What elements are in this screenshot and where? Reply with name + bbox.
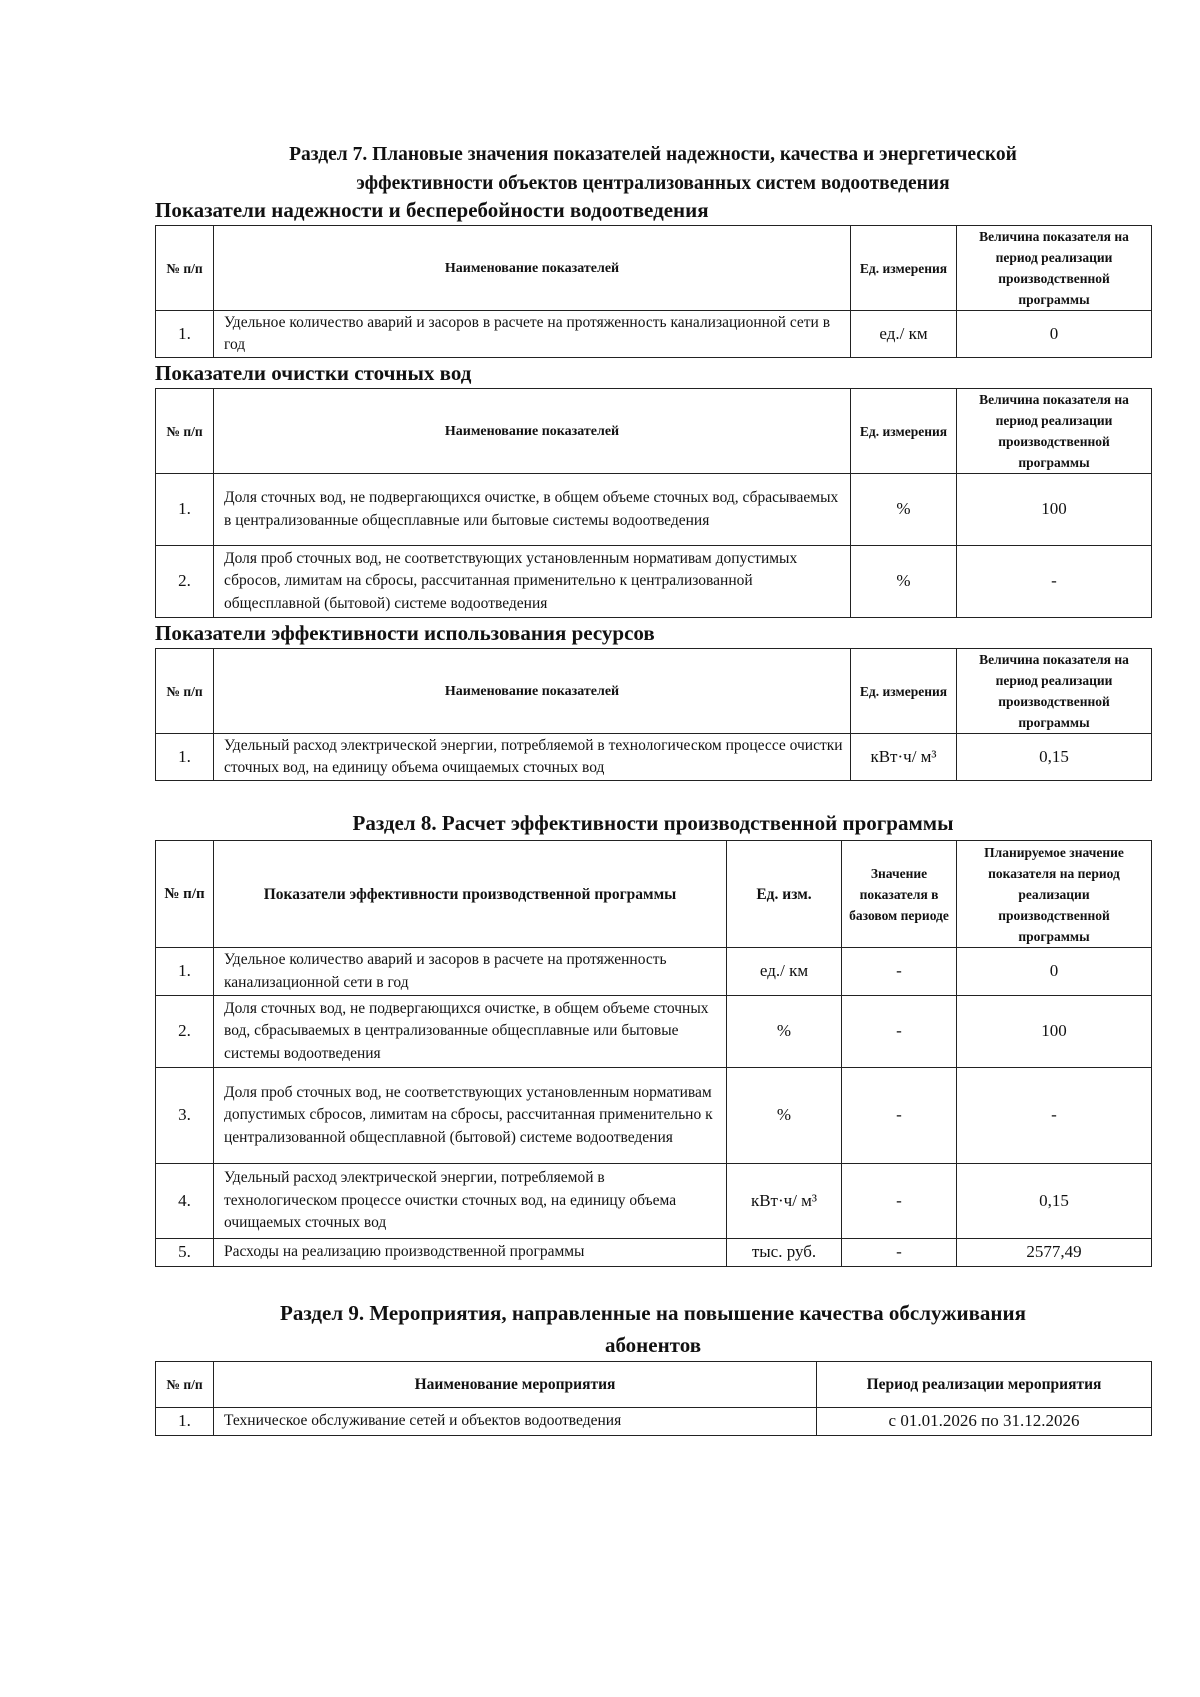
table-header-row (156, 389, 1152, 474)
table-row (156, 1239, 1152, 1267)
header-unit: Ед. изм. (727, 841, 842, 948)
row-unit: ед./ км (727, 948, 842, 996)
section9-title-line1: Раздел 9. Мероприятия, направленные на повышение качества обслуживания (280, 1301, 1026, 1325)
header-plan: Планируемое значение показателя на период реализации производственной программы (957, 841, 1152, 948)
header-name: Наименование показателей (214, 226, 851, 311)
row-name: Доля сточных вод, не подвергающихся очистке, в общем объеме сточных вод, сбрасываемых в централизованные общесплавные или бытовые системы водоотведения (214, 474, 851, 546)
row-unit: % (851, 474, 957, 546)
table-header-row (156, 649, 1152, 734)
header-value: Величина показателя на период реализации производственной программы (957, 389, 1152, 474)
row-num: 1. (156, 474, 214, 546)
header-unit: Ед. измерения (851, 649, 957, 734)
treatment-subtitle: Показатели очистки сточных вод (155, 361, 472, 385)
table-row (156, 546, 1152, 618)
row-unit: % (851, 546, 957, 618)
row-name: Доля сточных вод, не подвергающихся очистке, в общем объеме сточных вод, сбрасываемых в централизованные общесплавные или бытовые системы водоотведения (214, 996, 727, 1068)
section7-title (155, 140, 1151, 198)
row-name: Удельный расход электрической энергии, потребляемой в технологическом процессе очистки сточных вод, на единицу объема очищаемых сточных вод (214, 734, 851, 781)
row-name: Расходы на реализацию производственной программы (214, 1239, 727, 1267)
row-unit: ед./ км (851, 311, 957, 358)
row-unit: % (727, 1068, 842, 1164)
header-name: Наименование показателей (214, 389, 851, 474)
row-base: - (842, 1239, 957, 1267)
header-value: Величина показателя на период реализации производственной программы (957, 226, 1152, 311)
row-base: - (842, 948, 957, 996)
table-row (156, 311, 1152, 358)
efficiency-table (155, 648, 1152, 781)
header-num: № п/п (156, 841, 214, 948)
header-name: Наименование мероприятия (214, 1362, 817, 1408)
row-period: с 01.01.2026 по 31.12.2026 (817, 1408, 1152, 1436)
row-name: Удельное количество аварий и засоров в расчете на протяженность канализационной сети в год (214, 948, 727, 996)
header-num: № п/п (156, 389, 214, 474)
row-value: 0,15 (957, 734, 1152, 781)
efficiency-subtitle: Показатели эффективности использования ресурсов (155, 621, 655, 645)
row-num: 1. (156, 311, 214, 358)
header-num: № п/п (156, 226, 214, 311)
row-plan: - (957, 1068, 1152, 1164)
table-header-row (156, 841, 1152, 948)
row-value: 100 (957, 474, 1152, 546)
row-value: 0 (957, 311, 1152, 358)
section8-table (155, 840, 1152, 1267)
row-name: Доля проб сточных вод, не соответствующих установленным нормативам допустимых сбросов, лимитам на сбросы, рассчитанная применительно к централизованной общесплавной (бытовой) системе водоотведения (214, 1068, 727, 1164)
row-plan: 0,15 (957, 1164, 1152, 1239)
row-plan: 100 (957, 996, 1152, 1068)
table-row (156, 996, 1152, 1068)
table-row (156, 1408, 1152, 1436)
treatment-table (155, 388, 1152, 618)
section7-title-line1: Раздел 7. Плановые значения показателей надежности, качества и энергетической (289, 144, 1017, 165)
row-num: 4. (156, 1164, 214, 1239)
header-name: Наименование показателей (214, 649, 851, 734)
section9-table (155, 1361, 1152, 1436)
table-row (156, 474, 1152, 546)
header-unit: Ед. измерения (851, 226, 957, 311)
table-header-row (156, 226, 1152, 311)
row-plan: 0 (957, 948, 1152, 996)
reliability-subtitle: Показатели надежности и бесперебойности водоотведения (155, 198, 709, 222)
section8-title: Раздел 8. Расчет эффективности производственной программы (352, 811, 954, 835)
row-base: - (842, 996, 957, 1068)
row-unit: тыс. руб. (727, 1239, 842, 1267)
row-name: Доля проб сточных вод, не соответствующих установленным нормативам допустимых сбросов, лимитам на сбросы, рассчитанная применительно к централизованной общесплавной (бытовой) системе водоотведения (214, 546, 851, 618)
header-period: Период реализации мероприятия (817, 1362, 1152, 1408)
table-header-row (156, 1362, 1152, 1408)
row-name: Удельное количество аварий и засоров в расчете на протяженность канализационной сети в год (214, 311, 851, 358)
row-num: 2. (156, 996, 214, 1068)
table-row (156, 948, 1152, 996)
section7-title-line2: эффективности объектов централизованных систем водоотведения (356, 173, 950, 194)
row-name: Удельный расход электрической энергии, потребляемой в технологическом процессе очистки сточных вод, на единицу объема очищаемых сточных вод (214, 1164, 727, 1239)
row-num: 3. (156, 1068, 214, 1164)
header-num: № п/п (156, 649, 214, 734)
header-num: № п/п (156, 1362, 214, 1408)
section9-title-line2: абонентов (604, 1333, 702, 1357)
row-num: 1. (156, 734, 214, 781)
document-page (155, 140, 1151, 1436)
header-value: Величина показателя на период реализации производственной программы (957, 649, 1152, 734)
reliability-table (155, 225, 1152, 358)
header-unit: Ед. измерения (851, 389, 957, 474)
row-base: - (842, 1164, 957, 1239)
row-name: Техническое обслуживание сетей и объектов водоотведения (214, 1408, 817, 1436)
row-unit: кВт·ч/ м³ (851, 734, 957, 781)
row-num: 2. (156, 546, 214, 618)
row-base: - (842, 1068, 957, 1164)
row-unit: кВт·ч/ м³ (727, 1164, 842, 1239)
row-value: - (957, 546, 1152, 618)
table-row (156, 734, 1152, 781)
header-name: Показатели эффективности производственной программы (214, 841, 727, 948)
row-num: 5. (156, 1239, 214, 1267)
section9-title (155, 1297, 1151, 1361)
row-num: 1. (156, 1408, 214, 1436)
row-num: 1. (156, 948, 214, 996)
header-base: Значение показателя в базовом периоде (842, 841, 957, 948)
table-row (156, 1068, 1152, 1164)
row-plan: 2577,49 (957, 1239, 1152, 1267)
row-unit: % (727, 996, 842, 1068)
table-row (156, 1164, 1152, 1239)
